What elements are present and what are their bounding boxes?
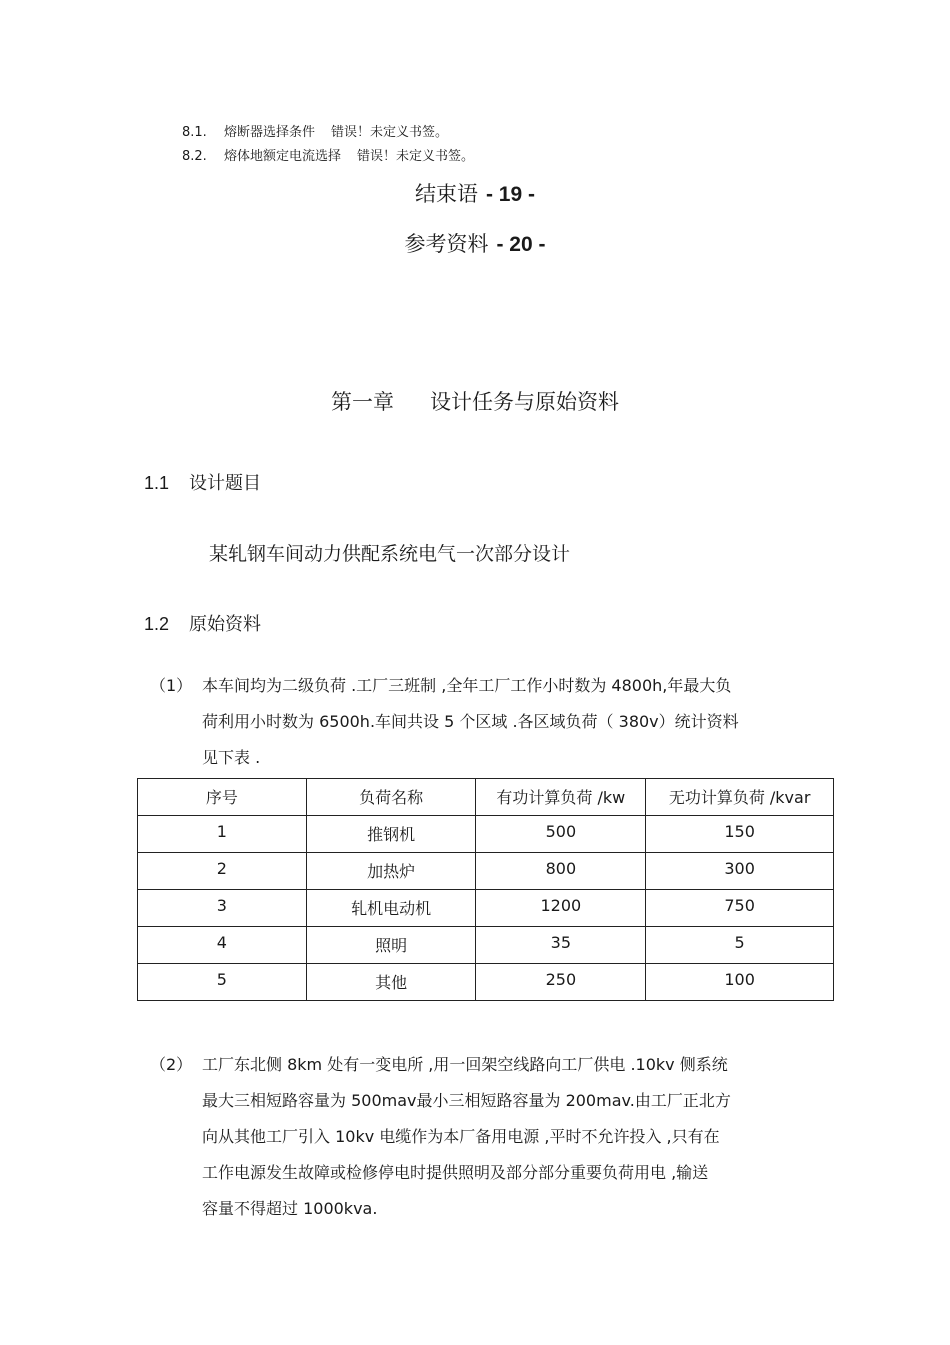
table-cell: 500 bbox=[476, 816, 646, 853]
section-heading-1-1 bbox=[144, 469, 261, 495]
toc-conclusion-page: - 19 - bbox=[485, 183, 535, 206]
toc-item-page: 错误！未定义书签。 bbox=[357, 149, 475, 164]
section-number: 1.2 bbox=[144, 614, 170, 634]
table-cell: 1 bbox=[138, 816, 307, 853]
table-row bbox=[138, 927, 834, 964]
table-cell: 2 bbox=[138, 853, 307, 890]
table-header-cell: 有功计算负荷 /kw bbox=[476, 779, 646, 816]
table-cell: 800 bbox=[476, 853, 646, 890]
table-cell: 照明 bbox=[306, 927, 476, 964]
toc-item-8-1[interactable] bbox=[182, 121, 448, 140]
paragraph-line: 向从其他工厂引入 10kv 电缆作为本厂备用电源 ,平时不允许投入 ,只有在 bbox=[202, 1127, 720, 1146]
paragraph-line: 工作电源发生故障或检修停电时提供照明及部分部分重要负荷用电 ,输送 bbox=[202, 1163, 709, 1182]
table-header-cell: 无功计算负荷 /kvar bbox=[646, 779, 834, 816]
toc-item-page: 错误！未定义书签。 bbox=[331, 125, 449, 140]
toc-item-number: 8.1. bbox=[182, 125, 207, 140]
table-row bbox=[138, 964, 834, 1001]
section-heading-1-2 bbox=[144, 610, 261, 636]
paragraph-line: 本车间均为二级负荷 .工厂三班制 ,全年工厂工作小时数为 4800h,年最大负 bbox=[202, 676, 732, 695]
paragraph-line: 最大三相短路容量为 500mav最小三相短路容量为 200mav.由工厂正北方 bbox=[202, 1091, 731, 1110]
toc-references-title: 参考资料 bbox=[404, 232, 489, 256]
list-item-1 bbox=[150, 668, 830, 776]
section-title: 设计题目 bbox=[189, 473, 261, 494]
table-header-row bbox=[138, 779, 834, 816]
table-cell: 1200 bbox=[476, 890, 646, 927]
table-cell: 4 bbox=[138, 927, 307, 964]
table-cell: 150 bbox=[646, 816, 834, 853]
table-row bbox=[138, 816, 834, 853]
table-cell: 加热炉 bbox=[306, 853, 476, 890]
toc-item-conclusion[interactable] bbox=[0, 178, 950, 208]
toc-item-8-2[interactable] bbox=[182, 145, 474, 164]
table-cell: 300 bbox=[646, 853, 834, 890]
toc-item-title: 熔断器选择条件 bbox=[224, 125, 316, 140]
table-cell: 100 bbox=[646, 964, 834, 1001]
load-table bbox=[137, 778, 834, 1001]
section-title: 原始资料 bbox=[189, 614, 261, 635]
table-cell: 轧机电动机 bbox=[306, 890, 476, 927]
list-item-marker: （2） bbox=[150, 1055, 193, 1074]
toc-item-title: 熔体地额定电流选择 bbox=[224, 149, 342, 164]
paragraph-line: 荷利用小时数为 6500h.车间共设 5 个区域 .各区域负荷（ 380v）统计资料 bbox=[202, 712, 739, 731]
paragraph-line: 容量不得超过 1000kva. bbox=[202, 1199, 378, 1218]
table-cell: 其他 bbox=[306, 964, 476, 1001]
table-header-cell: 负荷名称 bbox=[306, 779, 476, 816]
toc-item-number: 8.2. bbox=[182, 149, 207, 164]
table-cell: 5 bbox=[138, 964, 307, 1001]
table-cell: 5 bbox=[646, 927, 834, 964]
design-topic: 某轧钢车间动力供配系统电气一次部分设计 bbox=[209, 543, 571, 565]
table-cell: 750 bbox=[646, 890, 834, 927]
table-cell: 3 bbox=[138, 890, 307, 927]
toc-references-page: - 20 - bbox=[496, 233, 546, 256]
chapter-label: 第一章 bbox=[331, 390, 394, 414]
paragraph-line: 工厂东北侧 8km 处有一变电所 ,用一回架空线路向工厂供电 .10kv 侧系统 bbox=[202, 1055, 728, 1074]
chapter-heading bbox=[0, 386, 950, 416]
table-header-cell: 序号 bbox=[138, 779, 307, 816]
table-row bbox=[138, 853, 834, 890]
table-cell: 推钢机 bbox=[306, 816, 476, 853]
section-number: 1.1 bbox=[144, 473, 170, 493]
paragraph-line: 见下表 . bbox=[202, 748, 261, 767]
table-row bbox=[138, 890, 834, 927]
toc-conclusion-title: 结束语 bbox=[414, 182, 478, 206]
list-item-2 bbox=[150, 1047, 830, 1227]
table-cell: 35 bbox=[476, 927, 646, 964]
toc-item-references[interactable] bbox=[0, 228, 950, 258]
table-cell: 250 bbox=[476, 964, 646, 1001]
list-item-marker: （1） bbox=[150, 676, 193, 695]
chapter-title: 设计任务与原始资料 bbox=[430, 390, 619, 414]
